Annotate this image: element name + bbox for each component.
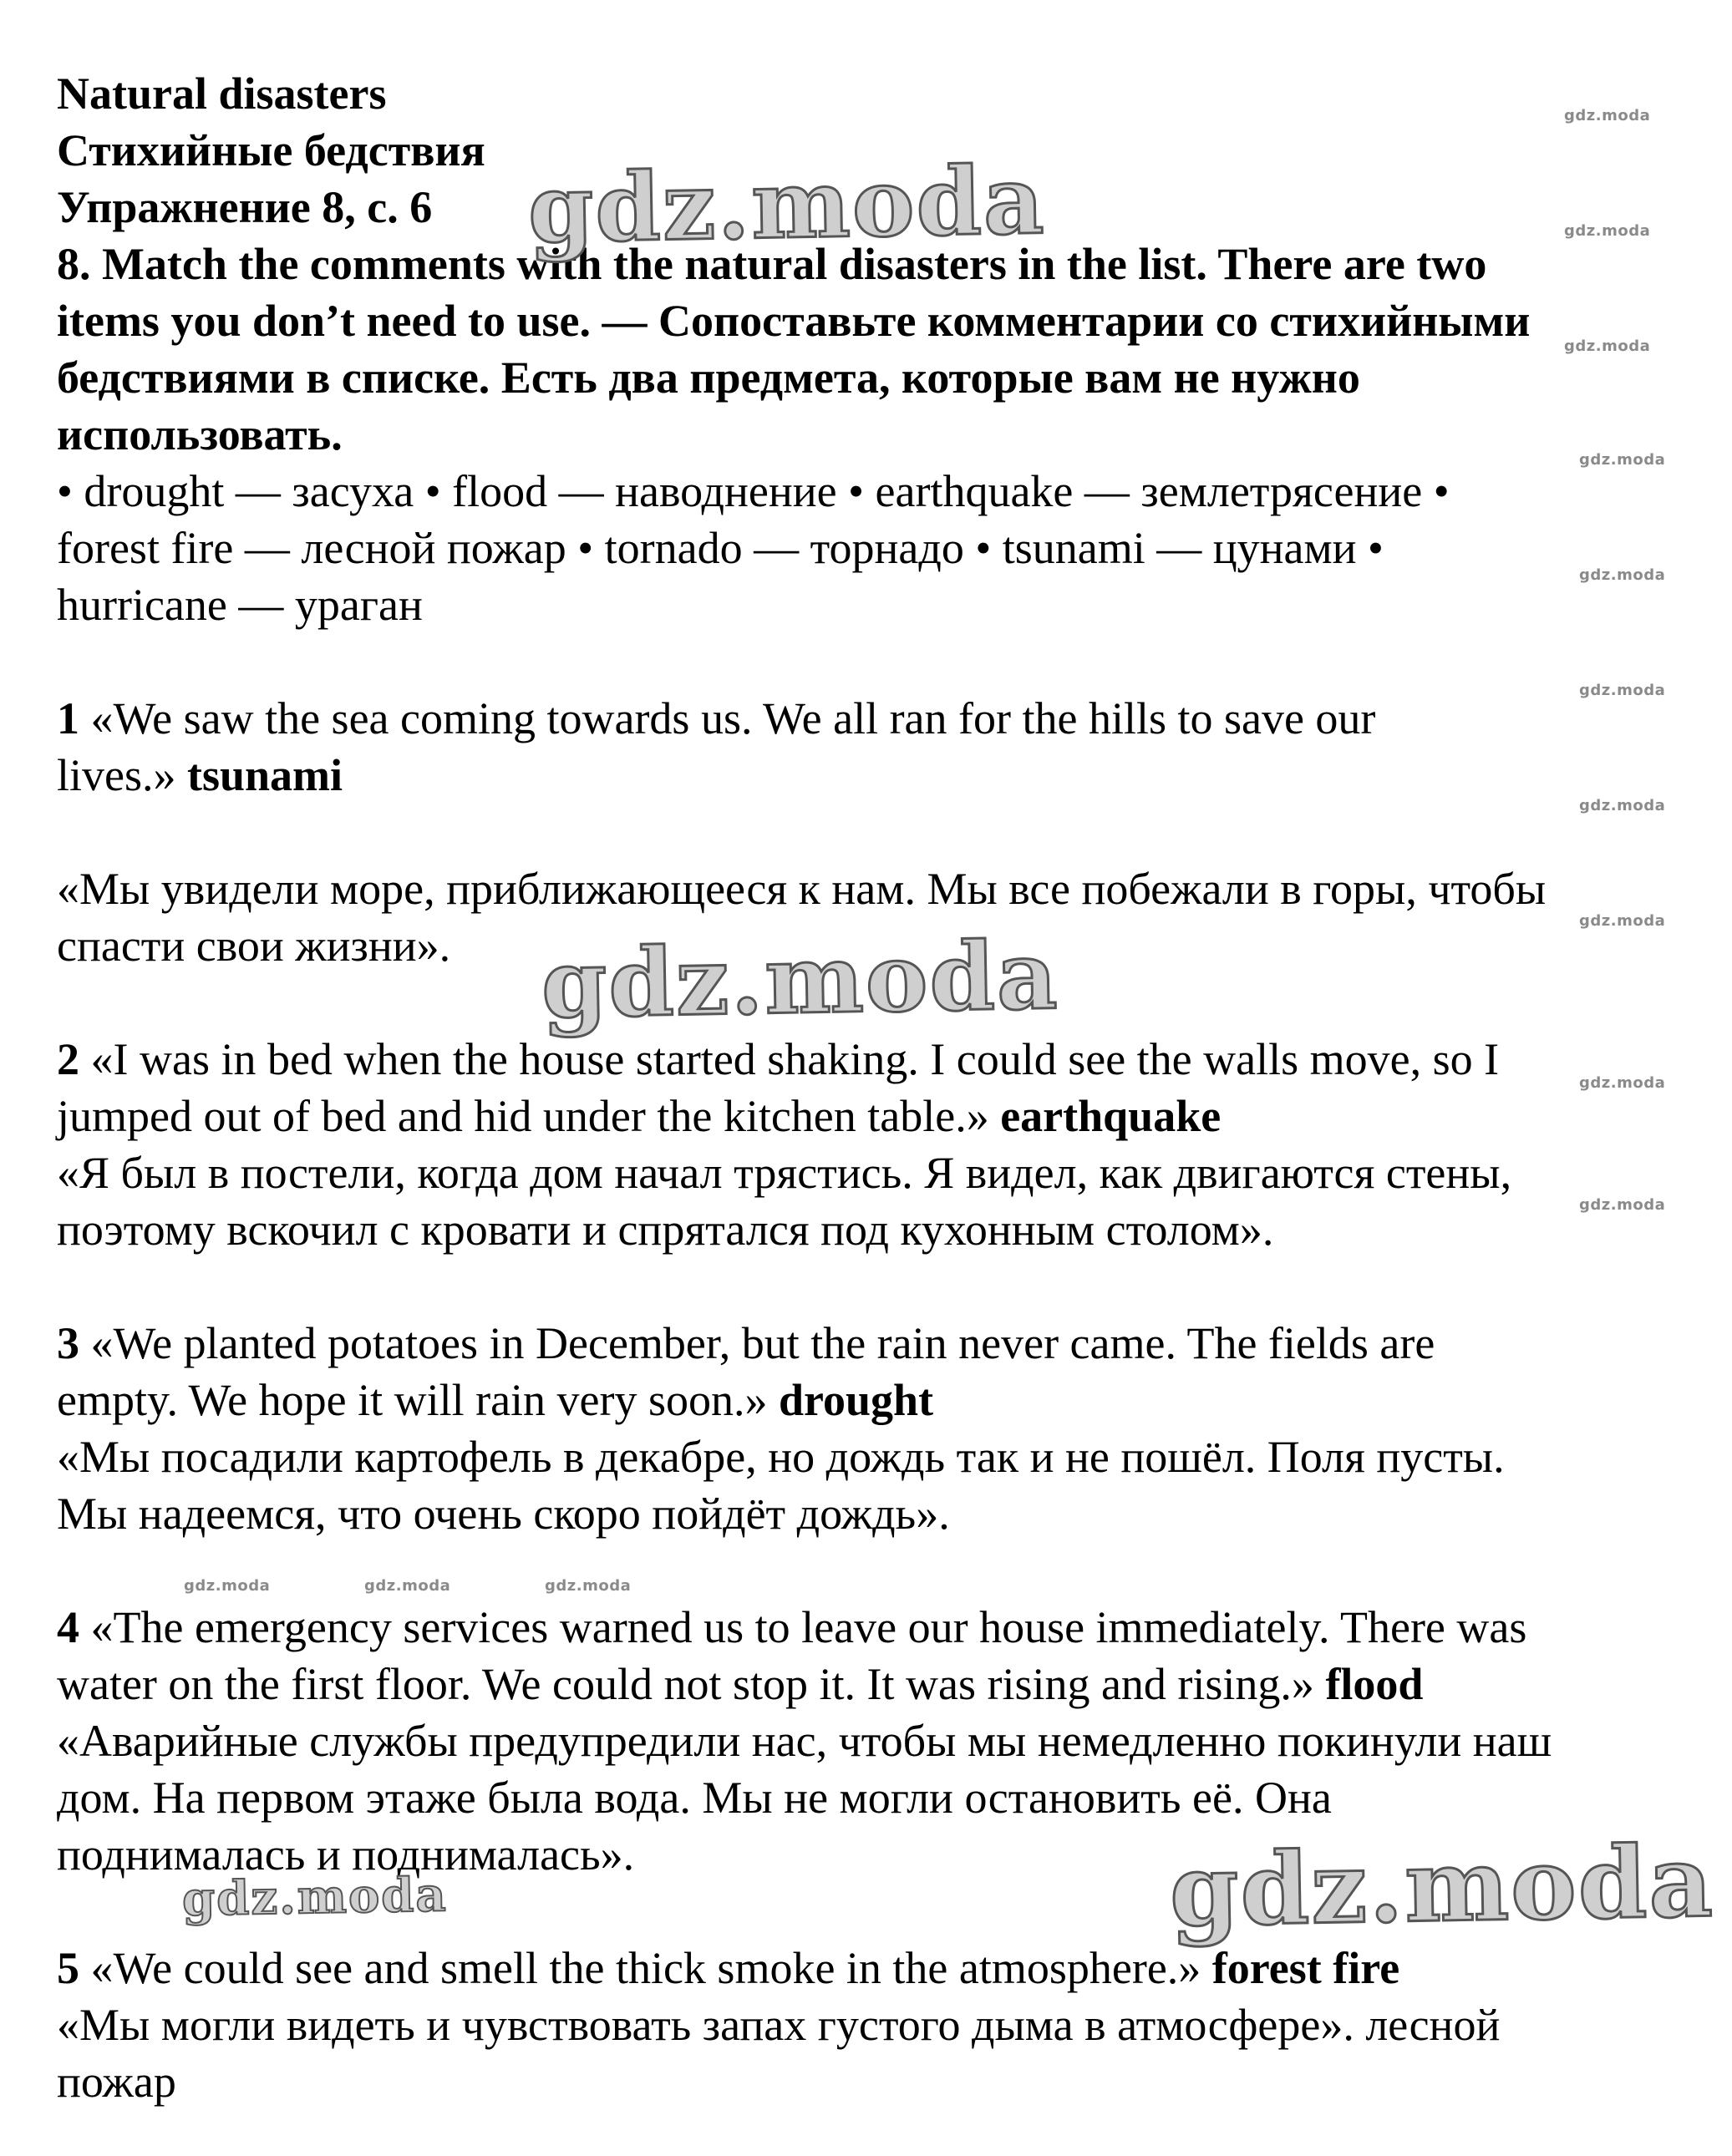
item-english: jumped out of bed and hid under the kitchen table.»	[57, 1091, 989, 1141]
item-russian: «Мы могли видеть и чувствовать запах густого дыма в атмосфере». лесной	[57, 2000, 1501, 2050]
item-answer: drought	[779, 1375, 934, 1425]
watermark-large: gdz.moda	[1168, 1823, 1715, 1949]
item-russian: «Мы увидели море, приближающееся к нам. Мы все побежали в горы, чтобы	[57, 864, 1547, 914]
watermark-small: gdz.moda	[1579, 1196, 1666, 1214]
item-number: 4	[57, 1602, 79, 1652]
item-number: 1	[57, 693, 79, 743]
watermark-large: gdz.moda	[526, 145, 1047, 265]
watermark-small: gdz.moda	[364, 1577, 451, 1595]
item-russian: «Аварийные службы предупредили нас, чтобы мы немедленно покинули наш	[57, 1716, 1552, 1766]
task-line: использовать.	[57, 409, 343, 459]
task-line: 8. Match the comments with the natural disasters in the list. There are two	[57, 239, 1487, 289]
task-line: бедствиями в списке. Есть два предмета, которые вам не нужно	[57, 353, 1360, 403]
task-line: items you don’t need to use. — Сопоставьте комментарии со стихийными	[57, 296, 1531, 346]
item-russian: «Мы посадили картофель в декабре, но дождь так и не пошёл. Поля пусты.	[57, 1432, 1505, 1482]
item-english: «We could see and smell the thick smoke in the atmosphere.»	[90, 1943, 1201, 1993]
item-number: 3	[57, 1318, 79, 1368]
item-5	[57, 1940, 1500, 2110]
item-answer: tsunami	[187, 750, 343, 800]
item-russian: «Я был в постели, когда дом начал трястись. Я видел, как двигаются стены,	[57, 1148, 1512, 1198]
watermark-small: gdz.moda	[1579, 451, 1666, 469]
item-answer: earthquake	[1000, 1091, 1222, 1141]
item-2	[57, 1031, 1511, 1258]
item-russian: поднималась и поднималась».	[57, 1829, 635, 1880]
item-1	[57, 690, 1375, 804]
watermark-small: gdz.moda	[1579, 566, 1666, 584]
item-answer: forest fire	[1211, 1943, 1400, 1993]
item-russian: поэтому вскочил с кровати и спрятался под кухонным столом».	[57, 1205, 1274, 1255]
word-list-line: forest fire — лесной пожар • tornado — торнадо • tsunami — цунами •	[57, 523, 1384, 573]
item-russian: Мы надеемся, что очень скоро пойдёт дождь».	[57, 1489, 950, 1539]
watermark-small: gdz.moda	[1564, 107, 1651, 124]
item-english: «We planted potatoes in December, but the rain never came. The fields are	[90, 1318, 1435, 1368]
watermark-small: gdz.moda	[1564, 222, 1651, 240]
item-english: «We saw the sea coming towards us. We all ran for the hills to save our	[90, 693, 1376, 743]
word-list-line: • drought — засуха • flood — наводнение • earthquake — землетрясение •	[57, 466, 1450, 516]
watermark-small: gdz.moda	[1564, 337, 1651, 355]
item-english: lives.»	[57, 750, 176, 800]
watermark-small: gdz.moda	[1579, 912, 1666, 930]
item-english: empty. We hope it will rain very soon.»	[57, 1375, 768, 1425]
watermark-small: gdz.moda	[184, 1577, 271, 1595]
watermark-large: gdz.moda	[540, 921, 1060, 1040]
item-3	[57, 1315, 1505, 1542]
item-english: water on the first floor. We could not stop it. It was rising and rising.»	[57, 1659, 1314, 1709]
item-number: 2	[57, 1034, 79, 1084]
item-english: «I was in bed when the house started shaking. I could see the walls move, so I	[90, 1034, 1500, 1084]
header	[57, 65, 485, 236]
title-english: Natural disasters	[57, 68, 387, 119]
item-russian: дом. На первом этаже была вода. Мы не могли остановить её. Она	[57, 1773, 1332, 1823]
watermark-small: gdz.moda	[1579, 1074, 1666, 1092]
item-russian: пожар	[57, 2057, 176, 2107]
item-answer: flood	[1325, 1659, 1424, 1709]
title-russian: Стихийные бедствия	[57, 125, 485, 175]
exercise-label: Упражнение 8, с. 6	[57, 182, 433, 232]
item-english: «The emergency services warned us to leave our house immediately. There was	[90, 1602, 1527, 1652]
item-number: 5	[57, 1943, 79, 1993]
watermark-small: gdz.moda	[1579, 797, 1666, 814]
watermark-medium: gdz.moda	[181, 1867, 449, 1927]
task-instructions	[57, 236, 1530, 463]
item-russian: спасти свои жизни».	[57, 921, 451, 971]
watermark-small: gdz.moda	[545, 1577, 632, 1595]
word-list-line: hurricane — ураган	[57, 580, 423, 630]
word-list	[57, 463, 1450, 633]
watermark-small: gdz.moda	[1579, 682, 1666, 699]
